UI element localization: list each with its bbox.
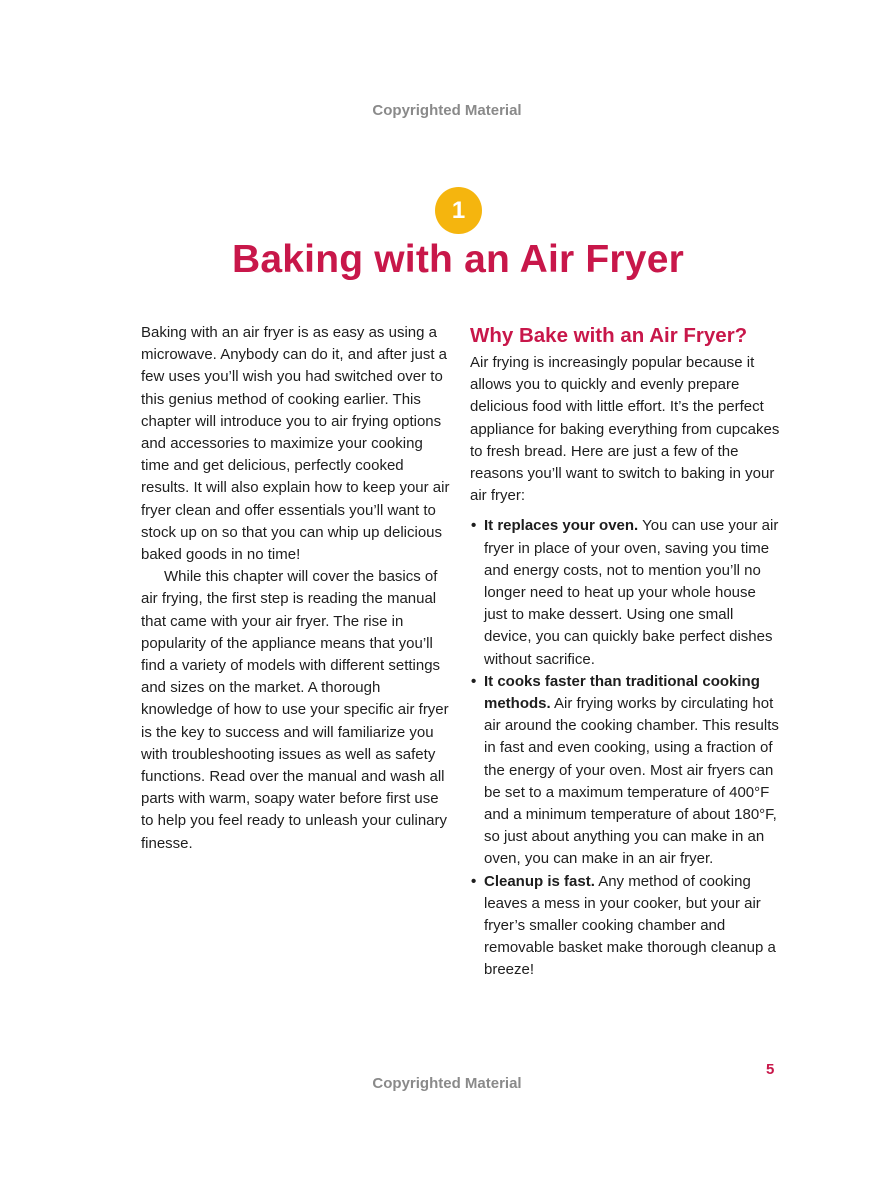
page-number: 5 — [766, 1061, 775, 1078]
bullet-icon: • — [471, 517, 477, 535]
bullet-icon: • — [471, 872, 477, 890]
chapter-number-badge: 1 — [435, 187, 482, 234]
section-intro-paragraph: Air frying is increasingly popular because it allows you to quickly and evenly prepare delicious food with little effort. It’s the perfect appliance for baking everything from cupcakes to fresh bread. Here are just a few of the reasons you’ll want to switch to baking in your air fryer: — [470, 354, 780, 505]
intro-paragraph-2: While this chapter will cover the basics of air frying, the first step is reading the manual that came with your air fryer. The rise in popularity of the appliance means that you’ll find a variety of models with different settings and sizes on the market. A thorough knowledge of how to use your specific air fryer is the key to success and will familiarize you with troubleshooting issues as well as safety functions. Read over the manual and wash all parts with warm, soapy water before first use to help you feel ready to unleash your culinary finesse. — [141, 568, 449, 852]
bullet-text: You can use your air fryer in place of your oven, saving you time and energy costs, not to mention you’ll no longer need to heat up your whole house just to make dessert. Using one small device, you can quickly bake perfect dishes without sacrifice. — [484, 517, 779, 668]
bullet-lead: Cleanup is fast. — [484, 872, 595, 890]
list-item — [470, 515, 780, 670]
bullet-text: Air frying works by circulating hot air around the cooking chamber. This results in fast and even cooking, using a fraction of the energy of your oven. Most air fryers can be set to a maximum temperature of 400°F and a minimum temperature of about 180°F, so just about anything you can make in an oven, you can make in an air fryer. — [484, 695, 779, 868]
reasons-list — [470, 515, 780, 981]
bullet-lead: It replaces your oven. — [484, 517, 639, 535]
copyright-watermark-top: Copyrighted Material — [372, 102, 522, 119]
intro-column — [141, 322, 451, 855]
chapter-title: Baking with an Air Fryer — [232, 238, 684, 281]
list-item — [470, 671, 780, 871]
bullet-lead: It cooks faster than traditional cooking methods. — [484, 672, 760, 713]
list-item — [470, 871, 780, 982]
copyright-watermark-bottom: Copyrighted Material — [372, 1075, 522, 1092]
bullet-text: Any method of cooking leaves a mess in your cooker, but your air fryer’s smaller cooking chamber and removable basket make thorough cleanup a breeze! — [484, 872, 776, 979]
section-heading: Why Bake with an Air Fryer? — [470, 324, 748, 347]
bullet-icon: • — [471, 672, 477, 690]
section-column — [470, 322, 780, 982]
intro-paragraph-1: Baking with an air fryer is as easy as using a microwave. Anybody can do it, and after just a few uses you’ll wish you had switched over to this genius method of cooking earlier. This chapter will introduce you to air frying options and accessories to maximize your cooking time and get delicious, perfectly cooked results. It will also explain how to keep your air fryer clean and offer essentials you’ll want to stock up on so that you can whip up delicious baked goods in no time! — [141, 324, 450, 564]
